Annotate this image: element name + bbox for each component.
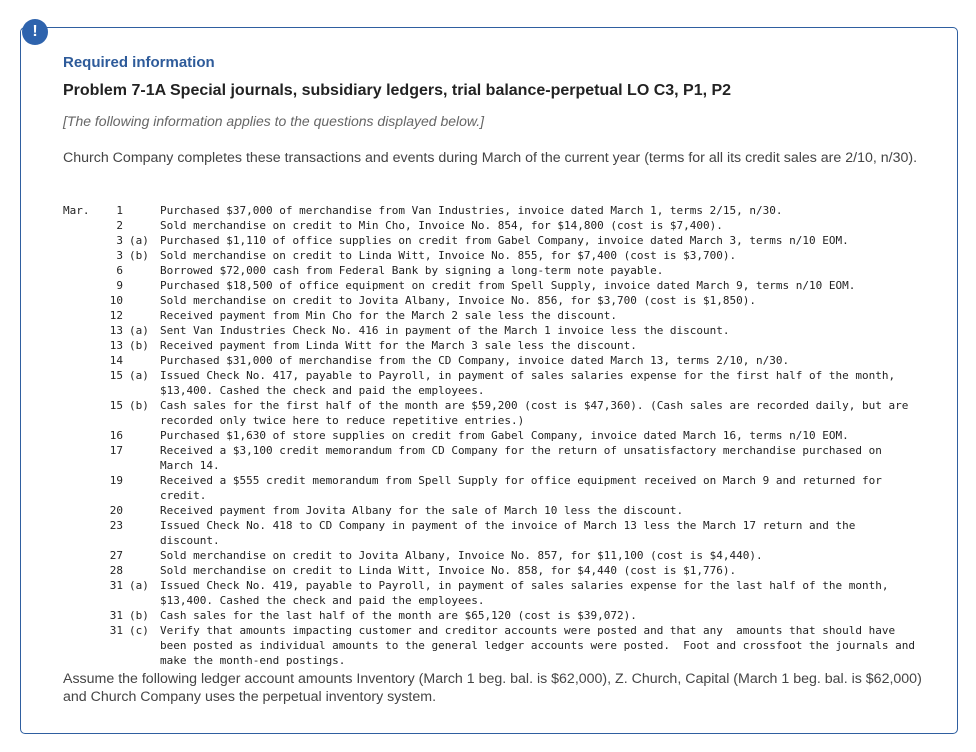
- transaction-row: [63, 428, 933, 443]
- transaction-row: [63, 278, 933, 293]
- transaction-day: 16: [109, 429, 123, 442]
- transaction-day: 15: [109, 399, 123, 412]
- transaction-row: [63, 503, 933, 518]
- transaction-day: 31: [109, 624, 123, 637]
- transaction-day: 9: [116, 279, 123, 292]
- transaction-description: Sold merchandise on credit to Linda Witt, Invoice No. 855, for $7,400 (cost is $3,700).: [160, 249, 737, 262]
- transaction-subitem: (a): [129, 579, 149, 592]
- transaction-description: Issued Check No. 417, payable to Payroll, in payment of sales salaries expense for the first half of the month, $13,400. Cashed the check and paid the employees.: [160, 369, 902, 397]
- transaction-subitem: [123, 293, 160, 308]
- transaction-month: [63, 368, 103, 398]
- transaction-description: Received payment from Linda Witt for the March 3 sale less the discount.: [160, 339, 637, 352]
- transaction-subitem: (b): [129, 399, 149, 412]
- transaction-month: [63, 578, 103, 608]
- transaction-description: Issued Check No. 419, payable to Payroll, in payment of sales salaries expense for the last half of the month, $13,400. Cashed the check and paid the employees.: [160, 579, 896, 607]
- transaction-subitem: [123, 203, 160, 218]
- transaction-month: [63, 248, 103, 263]
- transaction-month: [63, 608, 103, 623]
- transaction-description: Purchased $31,000 of merchandise from the CD Company, invoice dated March 13, terms 2/10, n/30.: [160, 354, 790, 367]
- transaction-day: 13: [109, 324, 123, 337]
- transaction-row: [63, 473, 933, 503]
- transaction-month: [63, 473, 103, 503]
- problem-subtitle: [The following information applies to the questions displayed below.]: [63, 113, 485, 129]
- transaction-day: 17: [109, 444, 123, 457]
- transaction-subitem: [123, 308, 160, 323]
- transaction-subitem: (a): [129, 324, 149, 337]
- transaction-subitem: (b): [129, 339, 149, 352]
- transaction-description: Sold merchandise on credit to Jovita Albany, Invoice No. 856, for $3,700 (cost is $1,850).: [160, 294, 757, 307]
- transaction-subitem: (b): [129, 249, 149, 262]
- transaction-month: [63, 338, 103, 353]
- transaction-month: [63, 518, 103, 548]
- transaction-row: [63, 368, 933, 398]
- transaction-day: 13: [109, 339, 123, 352]
- transaction-day: 27: [109, 549, 123, 562]
- transaction-description: Purchased $37,000 of merchandise from Van Industries, invoice dated March 1, terms 2/15, n/30.: [160, 204, 783, 217]
- transaction-subitem: [123, 278, 160, 293]
- transaction-description: Sent Van Industries Check No. 416 in payment of the March 1 invoice less the discount.: [160, 324, 730, 337]
- transaction-row: [63, 338, 933, 353]
- transaction-row: [63, 323, 933, 338]
- transaction-month: [63, 623, 103, 668]
- transaction-subitem: [123, 563, 160, 578]
- transaction-subitem: [123, 353, 160, 368]
- transaction-description: Purchased $1,110 of office supplies on credit from Gabel Company, invoice dated March 3, terms n/10 EOM.: [160, 234, 849, 247]
- transaction-row: [63, 233, 933, 248]
- required-information-heading: Required information: [63, 54, 215, 71]
- transaction-subitem: (b): [129, 609, 149, 622]
- transaction-month: [63, 428, 103, 443]
- transaction-subitem: [123, 548, 160, 563]
- transaction-row: [63, 218, 933, 233]
- transaction-row: [63, 608, 933, 623]
- transaction-description: Borrowed $72,000 cash from Federal Bank by signing a long-term note payable.: [160, 264, 664, 277]
- transaction-row: [63, 203, 933, 218]
- transaction-subitem: [123, 428, 160, 443]
- transaction-day: 12: [109, 309, 123, 322]
- transaction-month: [63, 233, 103, 248]
- transaction-month: [63, 293, 103, 308]
- assumption-paragraph: Assume the following ledger account amounts Inventory (March 1 beg. bal. is $62,000), Z. Church, Capital (March 1 beg. bal. is $62,000) and Church Company uses the perpetual inventory system.: [63, 671, 922, 705]
- transaction-subitem: [123, 443, 160, 473]
- transaction-subitem: [123, 218, 160, 233]
- transaction-description: Purchased $1,630 of store supplies on credit from Gabel Company, invoice dated March 16, terms n/10 EOM.: [160, 429, 849, 442]
- transaction-row: [63, 263, 933, 278]
- transaction-month: [63, 548, 103, 563]
- transaction-subitem: (a): [129, 234, 149, 247]
- transaction-description: Sold merchandise on credit to Linda Witt, Invoice No. 858, for $4,440 (cost is $1,776).: [160, 564, 737, 577]
- transaction-day: 3: [116, 234, 123, 247]
- transaction-day: 31: [109, 609, 123, 622]
- transaction-month: [63, 323, 103, 338]
- transaction-month: [63, 443, 103, 473]
- transaction-day: 19: [109, 474, 123, 487]
- transaction-month: [63, 308, 103, 323]
- transaction-day: 3: [116, 249, 123, 262]
- transaction-day: 14: [109, 354, 123, 367]
- transaction-month: [63, 278, 103, 293]
- transaction-month: [63, 353, 103, 368]
- transaction-row: [63, 308, 933, 323]
- transaction-subitem: [123, 503, 160, 518]
- transaction-row: [63, 518, 933, 548]
- transaction-description: Cash sales for the last half of the month are $65,120 (cost is $39,072).: [160, 609, 637, 622]
- transaction-day: 10: [109, 294, 123, 307]
- transaction-day: 1: [116, 204, 123, 217]
- transaction-subitem: [123, 518, 160, 548]
- transaction-description: Purchased $18,500 of office equipment on credit from Spell Supply, invoice dated March 9, terms n/10 EOM.: [160, 279, 856, 292]
- transaction-day: 2: [116, 219, 123, 232]
- intro-paragraph: Church Company completes these transactions and events during March of the current year (terms for all its credit sales are 2/10, n/30).: [63, 150, 918, 166]
- transaction-description: Verify that amounts impacting customer and creditor accounts were posted and that any amounts that should have been posted as individual amounts to the general ledger accounts were posted. Foot and crossfoot the journals and make the month-end postings.: [160, 624, 922, 667]
- transaction-month: [63, 263, 103, 278]
- transaction-subitem: (a): [129, 369, 149, 382]
- transaction-subitem: [123, 263, 160, 278]
- transaction-day: 28: [109, 564, 123, 577]
- transaction-row: [63, 293, 933, 308]
- transaction-month: Mar.: [63, 204, 90, 217]
- transaction-row: [63, 443, 933, 473]
- transaction-day: 23: [109, 519, 123, 532]
- transaction-month: [63, 503, 103, 518]
- transaction-day: 15: [109, 369, 123, 382]
- transaction-month: [63, 398, 103, 428]
- transaction-subitem: (c): [129, 624, 149, 637]
- transaction-month: [63, 218, 103, 233]
- transaction-day: 6: [116, 264, 123, 277]
- transaction-description: Received payment from Min Cho for the March 2 sale less the discount.: [160, 309, 617, 322]
- transaction-description: Issued Check No. 418 to CD Company in payment of the invoice of March 13 less the March 17 return and the discount.: [160, 519, 862, 547]
- transaction-description: Sold merchandise on credit to Min Cho, Invoice No. 854, for $14,800 (cost is $7,400).: [160, 219, 723, 232]
- transaction-day: 31: [109, 579, 123, 592]
- problem-title: Problem 7-1A Special journals, subsidiary ledgers, trial balance-perpetual LO C3, P1, P2: [63, 82, 732, 99]
- alert-icon: !: [22, 19, 48, 45]
- transaction-day: 20: [109, 504, 123, 517]
- transaction-description: Sold merchandise on credit to Jovita Albany, Invoice No. 857, for $11,100 (cost is $4,440).: [160, 549, 763, 562]
- transaction-description: Received a $3,100 credit memorandum from CD Company for the return of unsatisfactory merchandise purchased on March 14.: [160, 444, 889, 472]
- transaction-description: Received a $555 credit memorandum from Spell Supply for office equipment received on March 9 and returned for credit.: [160, 474, 889, 502]
- transaction-row: [63, 353, 933, 368]
- transaction-row: [63, 398, 933, 428]
- transaction-row: [63, 248, 933, 263]
- transaction-description: Cash sales for the first half of the month are $59,200 (cost is $47,360). (Cash sales are recorded daily, but are recorded only twice here to reduce repetitive entries.): [160, 399, 915, 427]
- transaction-description: Received payment from Jovita Albany for the sale of March 10 less the discount.: [160, 504, 684, 517]
- transaction-month: [63, 563, 103, 578]
- transaction-row: [63, 623, 933, 668]
- transaction-row: [63, 563, 933, 578]
- transaction-row: [63, 578, 933, 608]
- transactions-list: [63, 203, 933, 668]
- transaction-subitem: [123, 473, 160, 503]
- transaction-row: [63, 548, 933, 563]
